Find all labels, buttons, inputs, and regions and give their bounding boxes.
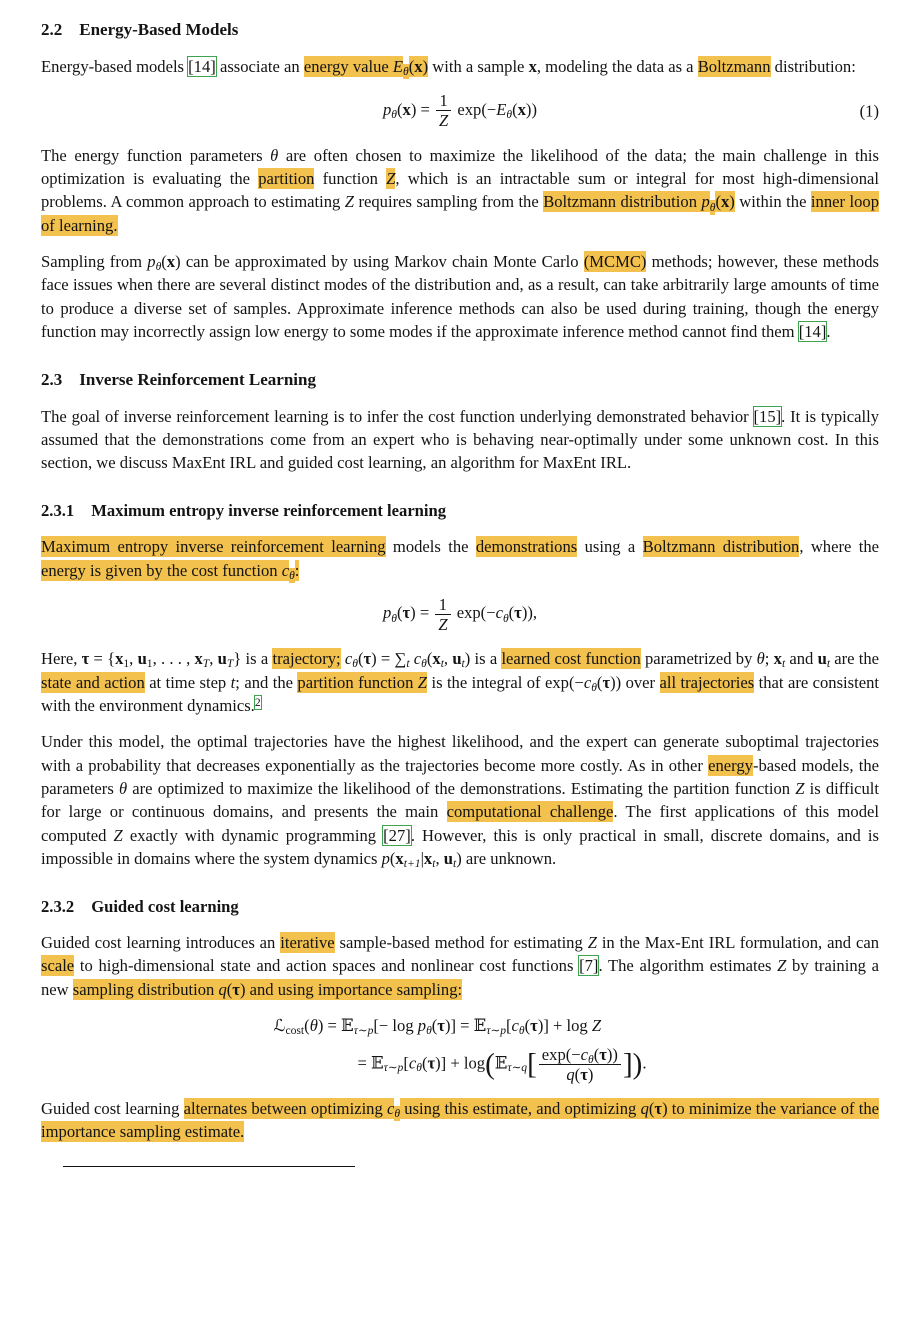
paragraph-gcl-intro [41,931,879,1001]
text-run: x [395,849,404,869]
text-run: . The first applications of this model computed [41,802,879,845]
highlighted-text: Maximum entropy inverse reinforcement learning [41,537,386,557]
highlighted-text: c [281,560,290,580]
text-run: , [443,649,453,669]
text-run: τ [437,1016,445,1036]
highlighted-text: ( [408,56,415,76]
text-run: using a [577,537,643,557]
highlighted-text: θ [394,1106,401,1120]
text-run: that are consistent with the environment dynamics. [41,672,879,715]
text-run: ) [632,1048,643,1081]
text-run: θ [502,611,509,625]
text-run: u [443,849,453,869]
highlighted-text: all trajectories [659,672,755,692]
highlighted-text: partition [258,168,315,188]
citation-link[interactable]: [7] [579,956,599,976]
fraction [436,91,451,130]
paragraph-partition-function [41,144,879,238]
text-run: ( [397,99,403,119]
text-run: τ [530,1016,538,1036]
text-run: ) = [410,99,435,119]
section-title: Maximum entropy inverse reinforcement learning [91,500,447,520]
text-run: , [129,649,138,669]
paragraph-optimal-trajectories [41,730,879,870]
text-run: )] + log [435,1052,486,1072]
highlighted-text: to minimize the variance of the importance sampling estimate. [41,1098,880,1142]
text-run: p [147,252,156,272]
highlighted-text: sampling distribution [72,979,219,999]
text-run: , where the [799,537,879,557]
text-run: θ [416,1061,422,1075]
citation-link[interactable]: 2 [254,695,261,709]
text-run: 1 [123,657,130,671]
highlighted-text: Z [417,672,428,692]
text-run: 1 [438,594,448,614]
text-run: Sampling from [41,252,148,272]
paragraph-energy-models-intro [41,55,879,78]
highlighted-text: ) [239,979,246,999]
text-run: c [495,603,503,623]
text-run: in the Max-Ent IRL formulation, and can [596,933,879,953]
text-run: 𝔼 [371,1052,384,1072]
text-run: are the [830,649,880,669]
equation-body [382,594,538,635]
highlighted-text: τ [232,979,240,999]
text-run: p [381,849,390,869]
text-run: t [406,657,410,671]
highlighted-text: trajectory; [272,649,341,669]
text-run: c [408,1052,417,1072]
highlighted-text: energy [708,755,753,775]
paragraph-maxent-model [41,535,879,582]
text-run: t [826,657,831,671]
text-run: θ [155,260,162,274]
text-run: ( [421,1052,428,1072]
section-number: 2.3 [41,369,63,389]
text-run: , [435,849,444,869]
citation-link[interactable]: [15] [753,406,782,426]
text-run: } is a [233,649,273,669]
text-run: θ [391,611,397,625]
text-run: θ [391,108,397,121]
text-run: Under this model, the optimal trajectories have the highest likelihood, and the expert can generate suboptimal trajectories with a probability that decreases exponentially as the trajectories become more costly. As in other [41,732,879,775]
equation-group [274,1014,647,1084]
text-run: by training a new [41,956,879,999]
text-run: = [357,1052,372,1072]
section-heading-inverse-rl [41,368,879,392]
highlighted-text: x [721,192,730,212]
text-run: = { [89,649,116,669]
text-run: ; [764,649,774,669]
highlighted-text: τ [654,1098,663,1118]
text-run: requires sampling from the [354,192,544,212]
highlighted-text: importance sampling: [317,979,463,999]
text-run: E [496,99,507,119]
highlighted-text: and using [245,979,318,999]
highlighted-text: x [414,56,423,76]
highlighted-text: alternates between optimizing [183,1098,387,1118]
section-number: 2.3.2 [41,896,75,916]
text-run: τ [580,1064,588,1084]
section-heading-energy-based-models [41,18,879,42]
section-title: Inverse Reinforcement Learning [79,369,316,389]
text-run: [ [506,1016,512,1036]
highlighted-text: Z [386,168,396,188]
text-run: τ [402,603,411,623]
text-run: θ [270,145,279,165]
text-run: t [432,857,436,871]
text-run: ( [431,1016,438,1036]
text-run: models the [385,537,476,557]
text-run: ) can be approximated by using Markov chain Monte Carlo [175,252,584,272]
text-run: within the [734,192,811,212]
text-run: Z [344,192,355,212]
text-run: )] + log [537,1016,592,1036]
equation-trajectory-distribution [41,595,879,634]
text-run: ( [485,1048,495,1081]
text-run: is difficult for large or continuous domains, and presents the main [41,779,879,822]
text-run: c [511,1016,519,1036]
text-run: . However, this is only practical in small, discrete domains, and is impossible in domains where the system dynamics [41,825,880,869]
equation-body [383,91,537,131]
text-run: ) [587,1064,594,1084]
text-run: x [194,649,203,669]
text-run: ( [508,603,515,623]
text-run: x [773,649,782,669]
equation-cost-loss [41,1014,879,1084]
text-run: ] [622,1048,633,1081]
text-run: t [440,657,444,671]
text-run: ( [357,649,364,669]
text-run: t [781,657,786,671]
text-run: θ [518,1024,525,1038]
text-run: . The algorithm estimates [598,956,778,976]
highlighted-text: Boltzmann [697,56,771,76]
text-run: ℒ [273,1016,286,1036]
text-run: Z [439,111,449,131]
section-number: 2.3.1 [41,500,75,520]
text-run: ( [304,1016,310,1036]
highlighted-text: computational challenge [446,802,614,822]
text-run: u [217,649,227,669]
text-run: )) [606,1044,618,1064]
footnote-rule [63,1166,355,1167]
text-run: θ [588,1052,594,1066]
equation-number: (1) [859,101,879,121]
text-run: exactly with dynamic programming [122,825,384,845]
text-run: Here, [41,649,82,669]
text-run: ) = [410,603,434,623]
highlighted-text: energy value [303,56,393,76]
text-run: u [817,649,827,669]
highlighted-text: Boltzmann distribution [642,537,800,557]
text-run: c [344,649,353,669]
text-run: c [580,1044,589,1064]
text-run: ) = ∑ [371,649,407,669]
text-run: τ [81,649,90,669]
highlighted-text: inner loop of learning. [41,192,879,235]
text-run: are often chosen to maximize the likelihood of the data; the main challenge in this optimization is evaluating the [41,145,879,188]
text-run: [− log [373,1016,418,1036]
text-run: Z [777,956,787,976]
paragraph-irl-goal [41,405,879,475]
text-run: is the integral of exp(− [427,672,584,692]
section-heading-guided-cost-learning [41,895,879,918]
equation-line-2 [274,1045,647,1084]
text-run: c [583,672,592,692]
text-run: t [230,672,236,692]
text-run: associate an [215,56,304,76]
text-run: and [785,649,818,669]
section-number: 2.2 [41,20,63,39]
text-run: are optimized to maximize the likelihood of the demonstrations. Estimating the partition function [127,779,796,799]
equation-line-1 [274,1014,647,1037]
citation-link[interactable]: [27] [383,825,411,845]
text-run: function [314,168,387,188]
text-run: θ [506,108,513,121]
section-title: Guided cost learning [91,896,239,916]
text-run: x [528,56,537,76]
text-run: 𝔼 [473,1016,487,1036]
text-run: The goal of inverse reinforcement learning is to infer the cost function underlying demonstrated behavior [41,406,754,426]
text-run: x [517,99,526,119]
text-run: u [137,649,147,669]
text-run: , . . . , [152,649,195,669]
text-run: t+1 [403,857,421,871]
fraction [539,1045,621,1084]
text-run: exp(− [452,603,496,623]
text-run: The energy function parameters [41,145,271,165]
highlighted-text: c [386,1098,395,1118]
text-run: exp(− [541,1044,581,1064]
text-run: . It is typically assumed that the demonstrations come from an expert who is behaving near-optimally under some unknown cost. In this section, we discuss MaxEnt IRL and guided cost learning, an algorithm for MaxEnt IRL. [41,406,879,473]
text-run: ( [389,849,396,869]
text-run: | [420,849,424,869]
text-run: ) are unknown. [456,849,557,869]
text-run: Guided cost learning introduces an [41,933,281,953]
text-run: Z [438,615,448,635]
text-run: θ [421,657,427,671]
text-run: 1 [439,91,448,111]
text-run: )) [525,99,537,119]
text-run: ) is a [464,649,502,669]
text-run: τ [599,1044,607,1064]
paragraph-trajectory-definition [41,647,879,717]
highlighted-text: E [392,56,404,76]
text-run: ( [161,252,167,272]
highlighted-text: Boltzmann distribution [543,192,702,212]
text-run: , which is an intractable sum or integral for most high-dimensional problems. A common approach to estimating [41,168,879,212]
text-run: parametrized by [640,649,757,669]
text-run: ( [512,99,518,119]
text-run: 1 [146,657,153,671]
text-run: θ [426,1024,432,1038]
text-run: u [452,649,462,669]
text-run: θ [352,657,358,671]
text-run: ( [426,649,433,669]
text-run: θ [118,779,128,799]
text-run: τ [514,603,522,623]
text-run: methods; however, these methods face issues when there are several distinct modes of the distribution and, as a result, can take arbitrarily large amounts of time to produce a diverse set of samples. Approximate inference methods can also be used during training, though the energy function may incorrectly assign low energy to some modes if the approximate inference method cannot find them [41,252,879,342]
text-run: τ∼p [353,1024,374,1038]
text-run: c [413,649,422,669]
text-run: ( [593,1044,600,1064]
text-run: p [417,1016,427,1036]
highlighted-text: ( [226,979,233,999]
text-run: exp(− [453,99,497,119]
text-run: )), [521,603,538,623]
text-run: t [461,657,465,671]
highlighted-text: learned cost function [501,649,641,669]
text-run: τ∼q [507,1061,528,1075]
text-run: ( [596,672,603,692]
highlighted-text: (MCMC) [583,252,647,272]
text-run: ; and the [235,672,298,692]
text-run: Z [795,779,805,799]
paragraph-gcl-alternates [41,1097,879,1144]
text-run: x [402,99,411,119]
highlighted-text: using this estimate, and optimizing [400,1098,641,1118]
citation-link[interactable]: [14] [188,56,216,76]
highlighted-text: q [218,979,227,999]
text-run: τ [427,1052,436,1072]
text-run: distribution: [770,56,856,76]
text-run: [ [403,1052,409,1072]
text-run: at time step [144,672,231,692]
highlighted-text: ( [648,1098,655,1118]
text-run: Energy-based models [41,56,189,76]
highlighted-text: θ [403,65,409,79]
text-run: θ [756,649,765,669]
text-run: p [382,603,392,623]
text-run: τ [363,649,372,669]
text-run: Z [587,933,597,953]
text-run: -based models, the parameters [41,755,879,799]
section-title: Energy-Based Models [79,20,239,39]
text-run: 𝔼 [341,1016,354,1036]
highlighted-text: partition function [297,672,418,692]
highlighted-text: θ [709,200,716,214]
text-run: sample-based method for estimating [334,933,588,953]
text-run: T [226,657,234,671]
text-run: ( [574,1064,581,1084]
text-run: cost [285,1024,305,1038]
text-run: p [383,99,392,119]
text-run: . [826,322,831,342]
text-run: x [423,849,433,869]
highlighted-text: : [294,560,300,580]
text-run: Z [113,825,123,845]
text-run: τ∼p [383,1061,404,1075]
text-run: . [642,1052,647,1072]
highlighted-text: ) [729,192,735,212]
text-run: ) = [317,1016,342,1036]
highlighted-text: iterative [280,933,335,953]
text-run: ( [396,603,403,623]
text-run: [ [527,1048,537,1081]
text-run: T [202,657,210,671]
text-run: , [209,649,218,669]
highlighted-text: demonstrations [475,537,578,557]
text-run: x [166,252,176,272]
text-run: Z [591,1016,602,1036]
section-heading-maxent-irl [41,499,879,522]
text-run: Guided cost learning [41,1098,184,1118]
text-run: θ [591,680,597,694]
fraction [435,595,450,634]
citation-link[interactable]: [14] [798,322,827,342]
text-run: θ [309,1016,318,1036]
text-run: x [432,649,441,669]
highlighted-text: ) [662,1098,668,1118]
highlighted-text: θ [289,568,295,582]
text-run: )] = [444,1016,474,1036]
highlighted-text: energy is given by the cost function [41,560,282,580]
highlighted-text: q [640,1098,649,1118]
highlighted-text: ) [422,56,429,76]
highlighted-text: p [701,192,710,212]
text-run: )) over [610,672,660,692]
paragraph-mcmc-sampling [41,250,879,344]
highlighted-text: ( [715,192,721,212]
text-run: 𝔼 [494,1052,508,1072]
text-run: t [452,857,457,871]
text-run: , modeling the data as a [536,56,698,76]
text-run: to high-dimensional state and action spaces and nonlinear cost functions [74,956,580,976]
highlighted-text: state and action [41,672,145,692]
highlighted-text: scale [41,956,75,976]
text-run: q [566,1064,575,1084]
text-run: x [115,649,124,669]
equation-boltzmann [41,91,879,130]
text-run: τ∼p [486,1024,507,1038]
text-run: τ [602,672,611,692]
text-run: ( [524,1016,531,1036]
text-run: with a sample [428,56,529,76]
